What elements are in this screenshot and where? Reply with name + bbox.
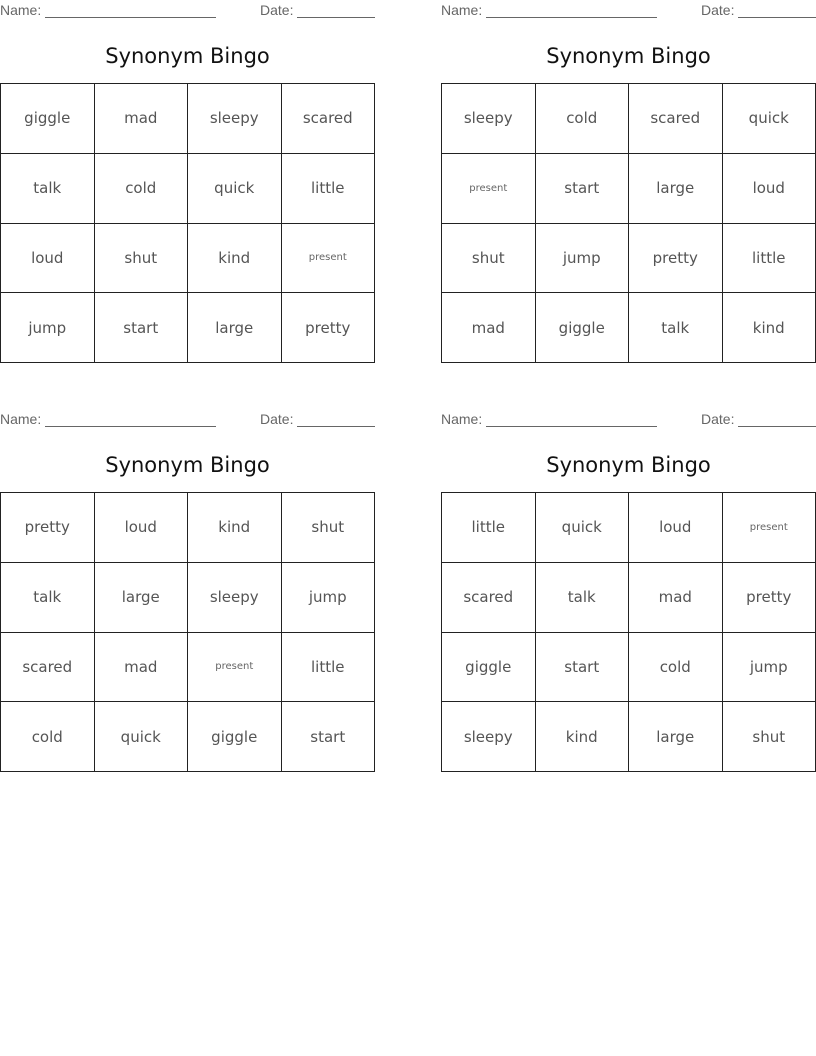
bingo-cell: jump: [536, 224, 630, 294]
bingo-cell: shut: [723, 702, 816, 772]
bingo-cell: jump: [1, 293, 95, 363]
bingo-cell: quick: [95, 702, 189, 772]
name-date-header: [0, 2, 375, 20]
date-label: Date:: [260, 411, 294, 427]
bingo-cell: start: [536, 154, 630, 224]
bingo-cell: loud: [1, 224, 95, 294]
bingo-cell: cold: [1, 702, 95, 772]
bingo-card: [441, 0, 816, 365]
name-date-header: [441, 411, 816, 429]
bingo-cell: kind: [188, 224, 282, 294]
bingo-cell: giggle: [1, 84, 95, 154]
bingo-grid: [441, 492, 816, 772]
name-blank-line: [486, 17, 657, 18]
bingo-cell: pretty: [1, 493, 95, 563]
bingo-cell: large: [95, 563, 189, 633]
bingo-cell: large: [629, 154, 723, 224]
bingo-grid: [0, 492, 375, 772]
bingo-cell: scared: [1, 633, 95, 703]
date-label: Date:: [701, 411, 735, 427]
bingo-cell: talk: [1, 563, 95, 633]
bingo-cell: quick: [188, 154, 282, 224]
bingo-cell: start: [282, 702, 376, 772]
bingo-cell: little: [442, 493, 536, 563]
card-title: Synonym Bingo: [105, 453, 270, 477]
bingo-cell: kind: [188, 493, 282, 563]
bingo-cell: sleepy: [188, 563, 282, 633]
card-title: Synonym Bingo: [105, 44, 270, 68]
name-label: Name:: [441, 411, 483, 427]
bingo-cell: pretty: [629, 224, 723, 294]
bingo-grid: [0, 83, 375, 363]
bingo-cell: scared: [442, 563, 536, 633]
name-blank-line: [45, 17, 216, 18]
bingo-cell: jump: [723, 633, 816, 703]
bingo-cell: mad: [629, 563, 723, 633]
bingo-cell: pretty: [282, 293, 376, 363]
date-blank-line: [297, 426, 375, 427]
date-label: Date:: [701, 2, 735, 18]
bingo-cell: giggle: [536, 293, 630, 363]
bingo-cell: little: [282, 154, 376, 224]
bingo-cell: large: [629, 702, 723, 772]
name-blank-line: [45, 426, 216, 427]
bingo-cell: scared: [282, 84, 376, 154]
bingo-grid: [441, 83, 816, 363]
bingo-cell: loud: [723, 154, 816, 224]
bingo-cell: shut: [95, 224, 189, 294]
bingo-cell: present: [442, 154, 536, 224]
bingo-cell: mad: [95, 633, 189, 703]
bingo-cell: start: [95, 293, 189, 363]
bingo-cell: jump: [282, 563, 376, 633]
bingo-cell: sleepy: [442, 84, 536, 154]
bingo-card: [441, 409, 816, 774]
card-title: Synonym Bingo: [546, 44, 711, 68]
bingo-cell: talk: [1, 154, 95, 224]
bingo-cell: mad: [95, 84, 189, 154]
bingo-cell: shut: [442, 224, 536, 294]
date-blank-line: [738, 426, 816, 427]
bingo-cell: present: [188, 633, 282, 703]
bingo-cell: giggle: [188, 702, 282, 772]
bingo-cell: present: [282, 224, 376, 294]
bingo-cell: little: [282, 633, 376, 703]
bingo-cell: shut: [282, 493, 376, 563]
bingo-card: [0, 409, 375, 774]
bingo-cell: little: [723, 224, 816, 294]
bingo-cell: sleepy: [188, 84, 282, 154]
name-label: Name:: [0, 411, 42, 427]
bingo-cell: loud: [95, 493, 189, 563]
bingo-cell: present: [723, 493, 816, 563]
bingo-cell: sleepy: [442, 702, 536, 772]
bingo-cell: large: [188, 293, 282, 363]
name-label: Name:: [441, 2, 483, 18]
bingo-cell: start: [536, 633, 630, 703]
bingo-cell: talk: [536, 563, 630, 633]
date-label: Date:: [260, 2, 294, 18]
bingo-cell: cold: [536, 84, 630, 154]
date-blank-line: [738, 17, 816, 18]
name-date-header: [441, 2, 816, 20]
name-date-header: [0, 411, 375, 429]
bingo-cell: scared: [629, 84, 723, 154]
bingo-card: [0, 0, 375, 365]
bingo-cell: quick: [723, 84, 816, 154]
card-title: Synonym Bingo: [546, 453, 711, 477]
bingo-cell: talk: [629, 293, 723, 363]
bingo-cell: mad: [442, 293, 536, 363]
name-label: Name:: [0, 2, 42, 18]
bingo-cell: giggle: [442, 633, 536, 703]
bingo-cell: kind: [536, 702, 630, 772]
name-blank-line: [486, 426, 657, 427]
bingo-cell: kind: [723, 293, 816, 363]
bingo-cell: quick: [536, 493, 630, 563]
bingo-cell: cold: [629, 633, 723, 703]
bingo-cell: loud: [629, 493, 723, 563]
bingo-cell: pretty: [723, 563, 816, 633]
bingo-cell: cold: [95, 154, 189, 224]
date-blank-line: [297, 17, 375, 18]
